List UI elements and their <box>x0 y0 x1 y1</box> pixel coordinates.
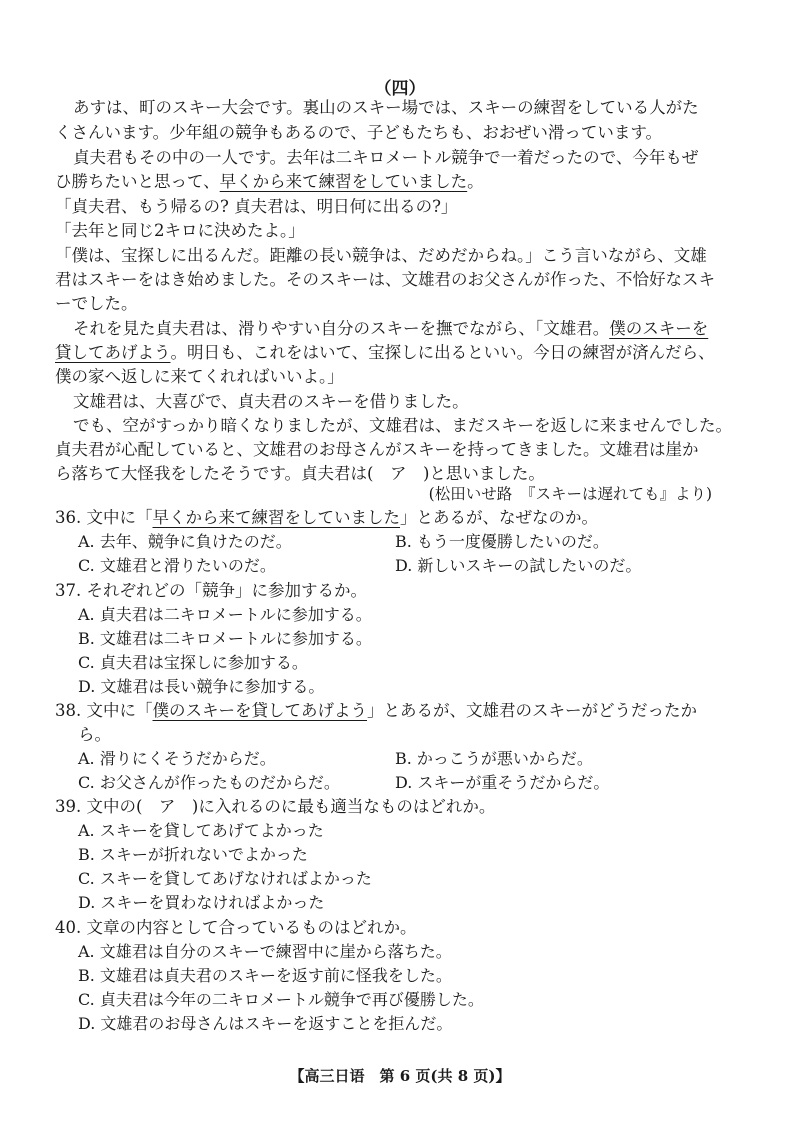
option-39-d: D. スキーを買わなければよかった <box>78 893 325 912</box>
passage-line: 貞夫君もその中の一人です。去年は二キロメートル競争で一着だったので、今年もぜ <box>73 148 699 167</box>
option-39-b: B. スキーが折れないでよかった <box>78 845 308 864</box>
option-38-a: A. 滑りにくそうだからだ。 <box>78 749 276 768</box>
question-38-stem <box>55 699 697 723</box>
option-37-a: A. 貞夫君は二キロメートルに参加する。 <box>78 605 372 624</box>
passage-text: それを見た貞夫君は、滑りやすい自分のスキーを撫でながら、「文雄君。 <box>73 319 610 338</box>
option-37-c: C. 貞夫君は宝探しに参加する。 <box>78 653 308 672</box>
question-text: 」とあるが、なぜなのか。 <box>400 508 598 527</box>
passage-text: 。 <box>467 172 484 191</box>
option-39-a: A. スキーを貸してあげてよかった <box>78 821 324 840</box>
passage-line: 君はスキーをはき始めました。そのスキーは、文雄君のお父さんが作った、不恰好なスキ <box>55 270 715 289</box>
question-38-stem-continued: ら。 <box>78 725 111 744</box>
passage-line: 「僕は、宝探しに出るんだ。距離の長い競争は、だめだからね。」こう言いながら、文雄 <box>55 246 707 265</box>
passage-line: ーでした。 <box>55 294 138 313</box>
passage-line: くさんいます。少年組の競争もあるので、子どもたちも、おおぜい滑っています。 <box>55 123 663 142</box>
option-40-c: C. 貞夫君は今年の二キロメートル競争で再び優勝した。 <box>78 990 484 1009</box>
page-footer: 【高三日语 第 6 页(共 8 页)】 <box>289 1067 511 1085</box>
option-40-d: D. 文雄君のお母さんはスキーを返すことを拒んだ。 <box>78 1014 453 1033</box>
option-40-a: A. 文雄君は自分のスキーで練習中に崖から落ちた。 <box>78 942 452 961</box>
underlined-phrase: 僕のスキーを <box>609 319 709 338</box>
question-36-stem <box>55 506 598 530</box>
passage-line: でも、空がすっかり暗くなりましたが、文雄君は、まだスキーを返しに来ませんでした。 <box>73 416 733 435</box>
option-38-c: C. お父さんが作ったものだからだ。 <box>78 773 340 792</box>
passage-line: 「貞夫君、もう帰るの? 貞夫君は、明日何に出るの?」 <box>55 197 458 216</box>
passage-line: ら落ちて大怪我をしたそうです。貞夫君は( ア )と思いました。 <box>55 464 545 483</box>
question-text: 36. 文中に「 <box>55 508 153 527</box>
passage-line <box>55 341 715 365</box>
source-citation: (松田いせ路 『スキーは遅れても』より) <box>428 485 712 503</box>
option-36-d: D. 新しいスキーの試したいのだ。 <box>395 556 642 575</box>
passage-line: あすは、町のスキー大会です。裏山のスキー場では、スキーの練習をしている人がた <box>73 98 699 117</box>
section-title: （四） <box>374 79 426 99</box>
passage-line: 僕の家へ返しに来てくれればいいよ。」 <box>55 367 344 386</box>
option-37-b: B. 文雄君は二キロメートルに参加する。 <box>78 629 372 648</box>
underlined-phrase: 貸してあげよう <box>55 343 171 362</box>
question-37-stem: 37. それぞれどの「競争」に参加するか。 <box>55 581 367 600</box>
underlined-phrase: 早くから来て練習をしていました <box>152 508 400 527</box>
option-38-d: D. スキーが重そうだからだ。 <box>395 773 610 792</box>
passage-line: 貞夫君が心配していると、文雄君のお母さんがスキーを持ってきました。文雄君は崖か <box>55 440 699 459</box>
option-39-c: C. スキーを貸してあげなければよかった <box>78 869 372 888</box>
question-39-stem: 39. 文中の( ア )に入れるのに最も適当なものはどれか。 <box>55 797 496 816</box>
passage-line <box>55 170 484 194</box>
option-40-b: B. 文雄君は貞夫君のスキーを返す前に怪我をした。 <box>78 966 452 985</box>
underlined-phrase: 早くから来て練習をしていました <box>219 172 468 191</box>
passage-line <box>73 317 708 341</box>
option-38-b: B. かっこうが悪いからだ。 <box>395 749 593 768</box>
underlined-phrase: 僕のスキーを貸してあげよう <box>152 701 367 720</box>
option-36-c: C. 文雄君と滑りたいのだ。 <box>78 556 276 575</box>
option-37-d: D. 文雄君は長い競争に参加する。 <box>78 677 325 696</box>
option-36-a: A. 去年、競争に負けたのだ。 <box>78 532 292 551</box>
question-40-stem: 40. 文章の内容として合っているものはどれか。 <box>55 918 417 937</box>
passage-line: 文雄君は、大喜びで、貞夫君のスキーを借りました。 <box>73 392 469 411</box>
option-36-b: B. もう一度優勝したいのだ。 <box>395 532 609 551</box>
passage-text: ひ勝ちたいと思って、 <box>55 172 220 191</box>
passage-text: 。明日も、これをはいて、宝探しに出るといい。今日の練習が済んだら、 <box>170 343 715 362</box>
passage-line: 「去年と同じ2キロに決めたよ。」 <box>55 221 305 240</box>
question-text: 38. 文中に「 <box>55 701 153 720</box>
question-text: 」とあるが、文雄君のスキーがどうだったか <box>367 701 697 720</box>
